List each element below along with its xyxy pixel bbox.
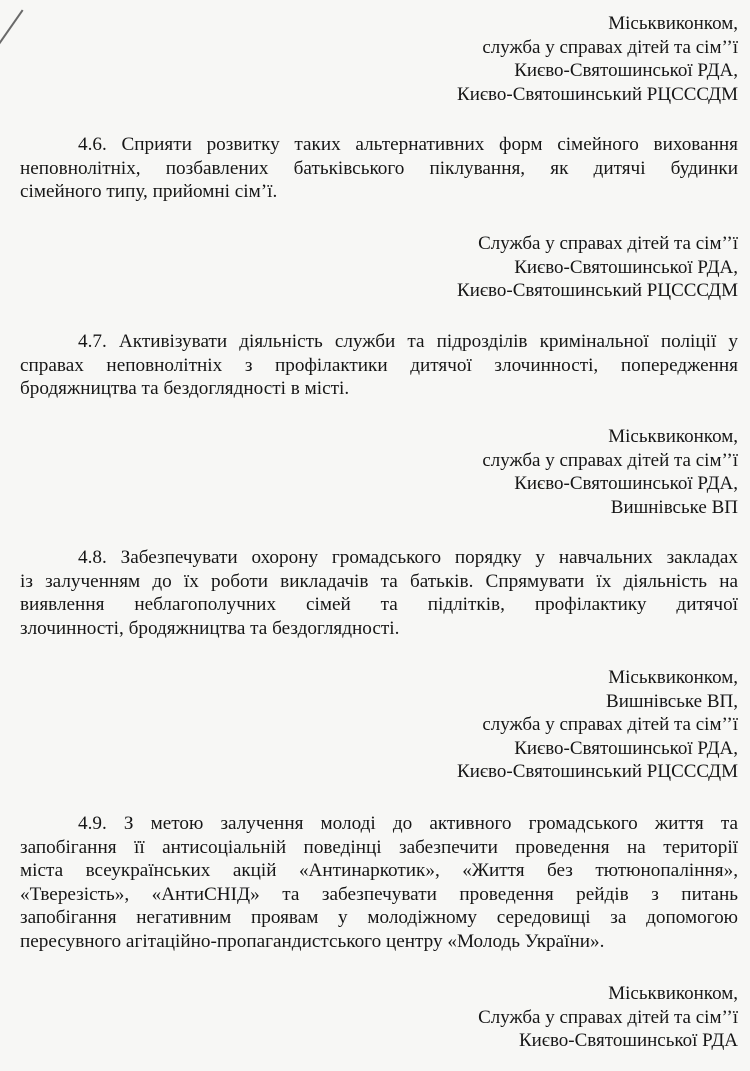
paragraph-line: 4.7. Активізувати діяльність служби та підрозділів кримінальної поліції у [78, 331, 738, 352]
responsible-line: Міськвиконком, [608, 13, 738, 34]
item-paragraph-4-6 [20, 133, 738, 204]
responsible-line: служба у справах дітей та сім’’ї [482, 449, 738, 471]
responsible-line: Києво-Святошинської РДА, [514, 256, 738, 278]
responsible-line: Міськвиконком, [608, 426, 738, 447]
paragraph-line: сімейного типу, прийомні сім’ї. [20, 181, 278, 202]
paragraph-line: 4.9. З метою залучення молоді до активного громадського життя та [78, 813, 738, 834]
paragraph-line: «Тверезість», «АнтиСНІД» та забезпечувати проведення рейдів з питань [20, 883, 738, 905]
responsible-line: Києво-Святошинський РЦСССДМ [457, 83, 738, 105]
paragraph-line: запобігання негативним проявам у молодіжному середовищі за допомогою [20, 907, 738, 928]
paragraph-line: неповнолітніх, позбавлених батьківського піклування, як дитячі будинки [20, 157, 738, 179]
responsible-parties-block [20, 232, 738, 303]
responsible-line: Києво-Святошинський РЦСССДМ [457, 761, 738, 782]
responsible-line: Міськвиконком, [608, 983, 738, 1004]
paragraph-line: міста всеукраїнських акцій «Антинаркотик», «Життя без тютюнопаління», [20, 860, 738, 881]
paragraph-line: запобігання її антисоціальній поведінці забезпечити проведення на території [20, 836, 738, 858]
responsible-parties-block [20, 982, 738, 1053]
responsible-line: Києво-Святошинської РДА, [514, 737, 738, 759]
item-paragraph-4-9 [20, 812, 738, 953]
responsible-line: Києво-Святошинської РДА [518, 1030, 738, 1051]
responsible-parties-block [20, 425, 738, 519]
paragraph-line: злочинності, бродяжництва та бездоглядності. [20, 617, 400, 639]
responsible-parties-block [20, 12, 738, 106]
item-paragraph-4-7 [20, 330, 738, 401]
responsible-line: Києво-Святошинської РДА, [514, 60, 738, 81]
paragraph-line: 4.8. Забезпечувати охорону громадського порядку у навчальних закладах [78, 547, 738, 568]
responsible-line: Міськвиконком, [608, 667, 738, 688]
paragraph-line: пересувного агітаційно-пропагандистського центру «Молодь України». [20, 930, 605, 952]
paragraph-line: справах неповнолітніх з профілактики дитячої злочинності, попередження [20, 354, 738, 376]
paragraph-line: виявлення неблагополучних сімей та підлітків, профілактику дитячої [20, 594, 738, 615]
paragraph-line: бродяжництва та бездоглядності в місті. [20, 378, 350, 399]
responsible-line: Вишнівське ВП, [606, 690, 738, 712]
responsible-line: Вишнівське ВП [610, 496, 738, 518]
responsible-line: Києво-Святошинської РДА, [514, 473, 738, 494]
paragraph-line: із залученням до їх роботи викладачів та батьків. Спрямувати їх діяльність на [20, 570, 738, 592]
responsible-line: Служба у справах дітей та сім’’ї [478, 1006, 738, 1028]
responsible-line: служба у справах дітей та сім’’ї [482, 714, 738, 735]
responsible-parties-block [20, 666, 738, 784]
paragraph-line: 4.6. Сприяти розвитку таких альтернативних форм сімейного виховання [78, 134, 738, 155]
item-paragraph-4-8 [20, 546, 738, 640]
responsible-line: Служба у справах дітей та сім’’ї [478, 233, 738, 254]
responsible-line: служба у справах дітей та сім’’ї [482, 36, 738, 58]
responsible-line: Києво-Святошинський РЦСССДМ [457, 280, 738, 301]
